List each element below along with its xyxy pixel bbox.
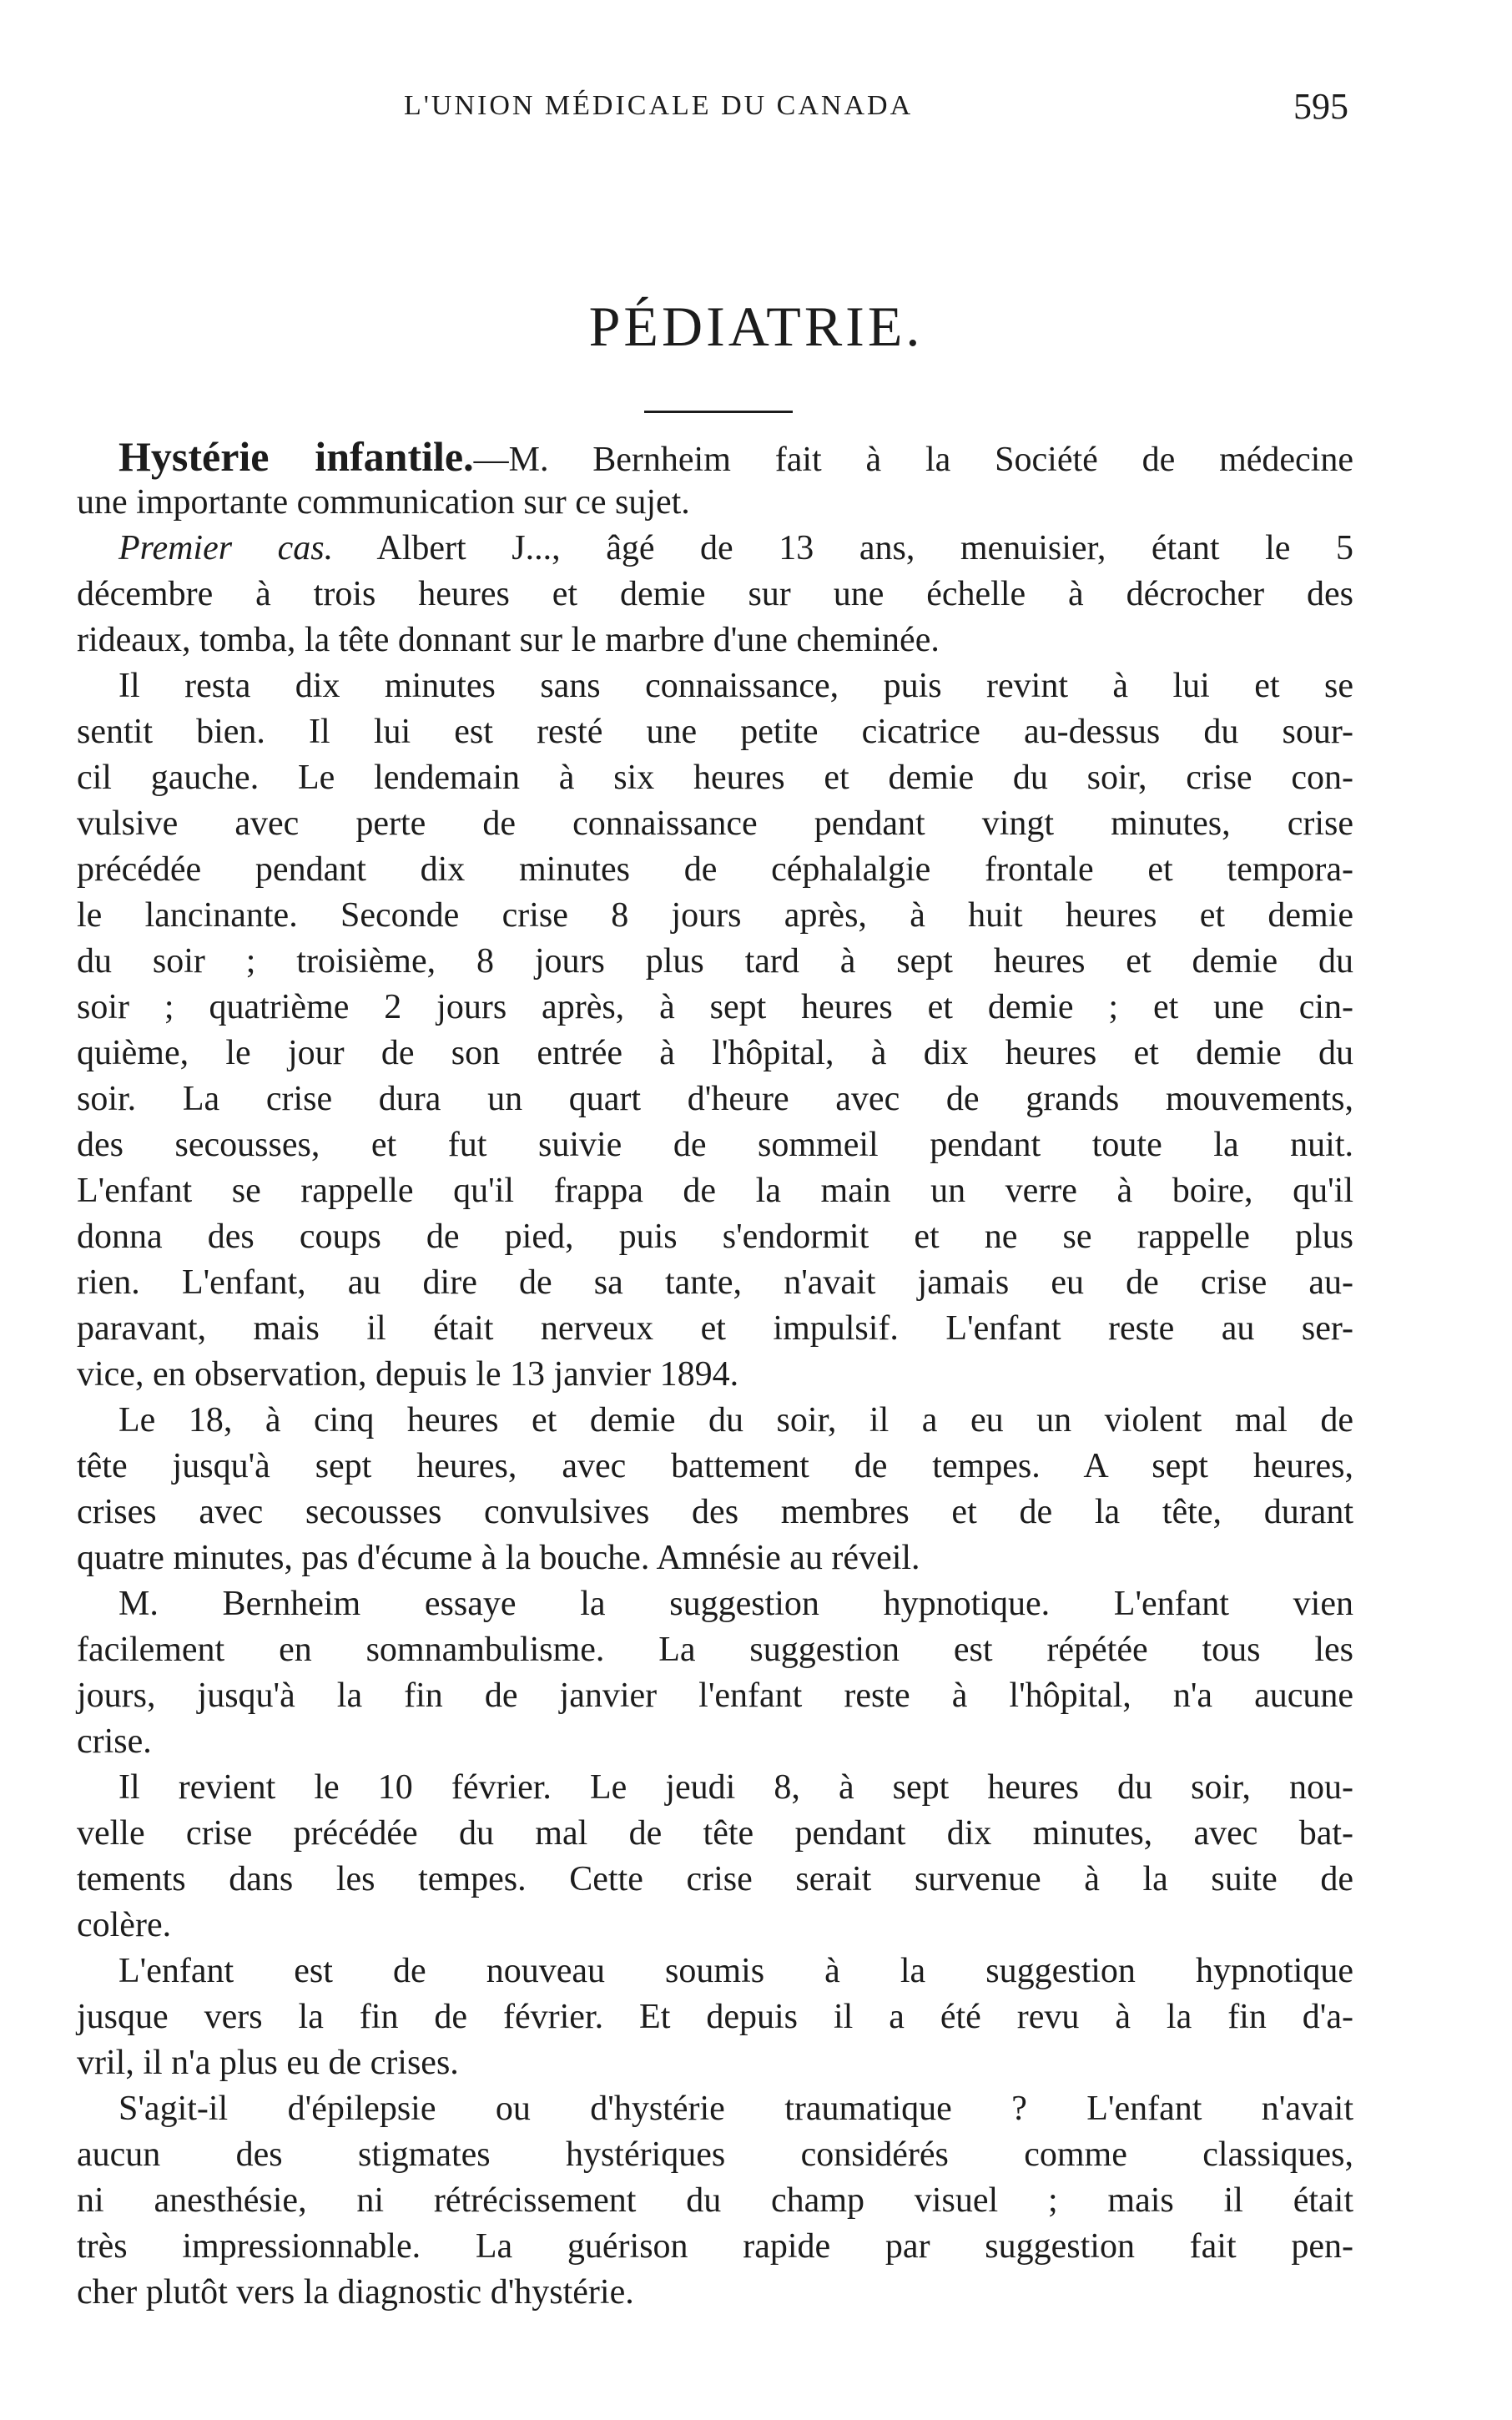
article-line: quatre minutes, pas d'écume à la bouche. Amnésie au réveil.: [77, 1539, 920, 1577]
article-line: Premier cas. Albert J..., âgé de 13 ans, menuisier, étant le 5: [118, 529, 1353, 567]
article-line: Il revient le 10 février. Le jeudi 8, à sept heures du soir, nou-: [118, 1768, 1353, 1807]
section-title: PÉDIATRIE.: [588, 295, 924, 358]
article-line: cil gauche. Le lendemain à six heures et demie du soir, crise con-: [77, 759, 1353, 797]
article-line: quième, le jour de son entrée à l'hôpital, à dix heures et demie du: [77, 1034, 1353, 1072]
article-line: soir ; quatrième 2 jours après, à sept heures et demie ; et une cin-: [77, 988, 1353, 1026]
article-line: jusque vers la fin de février. Et depuis il a été revu à la fin d'a-: [77, 1998, 1353, 2036]
article-line: L'enfant est de nouveau soumis à la suggestion hypnotique: [118, 1952, 1353, 1990]
article-line: tête jusqu'à sept heures, avec battement de tempes. A sept heures,: [77, 1447, 1353, 1485]
journal-title: L'UNION MÉDICALE DU CANADA: [404, 90, 914, 121]
article-line: précédée pendant dix minutes de céphalalgie frontale et tempora-: [77, 850, 1353, 889]
article-line: facilement en somnambulisme. La suggestion est répétée tous les: [77, 1631, 1353, 1669]
article-line: aucun des stigmates hystériques considérés comme classiques,: [77, 2135, 1353, 2174]
article-line: soir. La crise dura un quart d'heure avec de grands mouvements,: [77, 1080, 1353, 1118]
article-line: Le 18, à cinq heures et demie du soir, il a eu un violent mal de: [118, 1401, 1353, 1439]
article-line: vice, en observation, depuis le 13 janvier 1894.: [77, 1355, 739, 1394]
article-line: velle crise précédée du mal de tête pendant dix minutes, avec bat-: [77, 1814, 1353, 1853]
article-line: rien. L'enfant, au dire de sa tante, n'avait jamais eu de crise au-: [77, 1263, 1353, 1302]
article-line: colère.: [77, 1906, 172, 1944]
article-line: tements dans les tempes. Cette crise serait survenue à la suite de: [77, 1860, 1353, 1898]
page-number: 595: [1293, 86, 1348, 127]
article-line: S'agit-il d'épilepsie ou d'hystérie traumatique ? L'enfant n'avait: [118, 2090, 1353, 2128]
article-line: des secousses, et fut suivie de sommeil pendant toute la nuit.: [77, 1126, 1353, 1164]
article-line: jours, jusqu'à la fin de janvier l'enfant reste à l'hôpital, n'a aucune: [77, 1676, 1353, 1715]
article-line: Hystérie infantile.—M. Bernheim fait à la Société de médecine: [118, 433, 1353, 480]
article-line: cher plutôt vers la diagnostic d'hystérie.: [77, 2273, 634, 2312]
article-line: Il resta dix minutes sans connaissance, puis revint à lui et se: [118, 667, 1353, 705]
article-line: sentit bien. Il lui est resté une petite cicatrice au-dessus du sour-: [77, 713, 1353, 751]
article-line: le lancinante. Seconde crise 8 jours après, à huit heures et demie: [77, 896, 1353, 935]
running-header: [0, 86, 1512, 140]
article-line: M. Bernheim essaye la suggestion hypnotique. L'enfant vien: [118, 1585, 1353, 1623]
article-line: du soir ; troisième, 8 jours plus tard à sept heures et demie du: [77, 942, 1353, 981]
article-body: [77, 434, 1353, 2316]
article-line: très impressionnable. La guérison rapide par suggestion fait pen-: [77, 2227, 1353, 2266]
case-label: Premier cas.: [118, 529, 334, 567]
article-line: vulsive avec perte de connaissance pendant vingt minutes, crise: [77, 804, 1353, 843]
article-line: crise.: [77, 1722, 152, 1761]
article-line: ni anesthésie, ni rétrécissement du champ visuel ; mais il était: [77, 2181, 1353, 2220]
article-line: paravant, mais il était nerveux et impulsif. L'enfant reste au ser-: [77, 1309, 1353, 1348]
article-line: crises avec secousses convulsives des membres et de la tête, durant: [77, 1493, 1353, 1531]
article-line: rideaux, tomba, la tête donnant sur le marbre d'une cheminée.: [77, 621, 940, 659]
article-line: L'enfant se rappelle qu'il frappa de la main un verre à boire, qu'il: [77, 1172, 1353, 1210]
article-line: décembre à trois heures et demie sur une échelle à décrocher des: [77, 575, 1353, 613]
article-title: Hystérie infantile.: [118, 433, 474, 480]
article-line: vril, il n'a plus eu de crises.: [77, 2044, 459, 2082]
article-line: une importante communication sur ce sujet.: [77, 483, 690, 522]
title-rule: [644, 411, 793, 413]
article-line: donna des coups de pied, puis s'endormit et ne se rappelle plus: [77, 1218, 1353, 1256]
